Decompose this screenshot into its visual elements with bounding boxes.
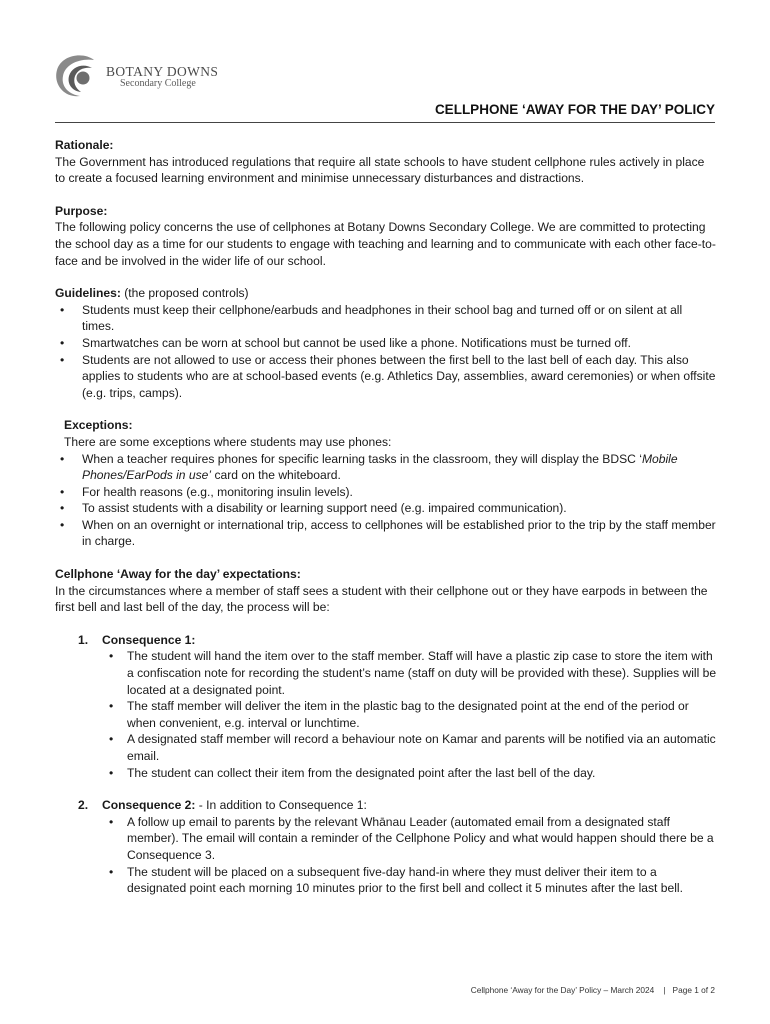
college-logo bbox=[54, 54, 224, 98]
consequence-1-list bbox=[102, 648, 717, 781]
list-item: • The student can collect their item from the designated point after the last bell of the day. bbox=[102, 765, 717, 782]
list-item: • The staff member will deliver the item in the plastic bag to the designated point at the end of the period or when convenient, e.g. interval or lunchtime. bbox=[102, 698, 717, 731]
consequence-1-heading: Consequence 1: bbox=[102, 632, 196, 647]
exceptions-intro: There are some exceptions where students may use phones: bbox=[64, 434, 392, 449]
list-item: • Students are not allowed to use or access their phones between the first bell to the last bell of each day. This also applies to students who are at school-based events (e.g. Athletics Day, assemblies, award ceremonies) or when offsite (e.g. trips, camps). bbox=[55, 352, 717, 402]
page-footer: Cellphone ‘Away for the Day’ Policy – March 2024 | Page 1 of 2 bbox=[470, 985, 715, 995]
list-item: • For health reasons (e.g., monitoring insulin levels). bbox=[64, 484, 717, 501]
header-divider bbox=[55, 122, 715, 123]
consequence-2-number: 2. bbox=[78, 798, 89, 813]
purpose-text: The following policy concerns the use of cellphones at Botany Downs Secondary College. We are committed to protecting the school day as a time for our students to engage with teaching and learning and to communicate with each other face-to-face and be involved in the wider life of our school. bbox=[55, 220, 716, 268]
guidelines-subheading: (the proposed controls) bbox=[120, 286, 249, 301]
list-item: • Smartwatches can be worn at school but cannot be used like a phone. Notifications must be turned off. bbox=[55, 335, 717, 352]
list-item: • The student will hand the item over to the staff member. Staff will have a plastic zip case to store the item with a confiscation note for recording the student’s name (staff on duty will be provided with these). Supplies will be located at a designated point. bbox=[102, 648, 717, 698]
consequence-2-suffix: - In addition to Consequence 1: bbox=[195, 798, 367, 813]
consequence-1-section bbox=[78, 632, 717, 781]
guidelines-heading: Guidelines: bbox=[55, 286, 121, 301]
consequence-2-header bbox=[78, 797, 717, 814]
exceptions-list bbox=[64, 451, 717, 551]
guidelines-list bbox=[55, 302, 717, 402]
consequence-1-header bbox=[78, 632, 717, 649]
exception-text-end: card on the whiteboard. bbox=[211, 468, 341, 483]
rationale-section bbox=[55, 137, 717, 187]
exceptions-heading: Exceptions: bbox=[64, 418, 133, 433]
purpose-section bbox=[55, 203, 717, 269]
college-swirl-logo-icon bbox=[54, 54, 100, 98]
rationale-heading: Rationale: bbox=[55, 138, 114, 152]
list-item: • A designated staff member will record a behaviour note on Kamar and parents will be notified via an automatic email. bbox=[102, 731, 717, 764]
list-item: • A follow up email to parents by the relevant Whānau Leader (automated email from a designated staff member). The email will contain a reminder of the Cellphone Policy and what would happen should there be a Consequence 3. bbox=[102, 814, 717, 864]
rationale-text: The Government has introduced regulations that require all state schools to have student cellphone rules actively in place to create a focused learning environment and minimise unnecessary disturbances and distractions. bbox=[55, 154, 705, 186]
list-item: • The student will be placed on a subsequent five-day hand-in where they must deliver their item to a designated point each morning 10 minutes prior to the first bell and collect it 5 minutes after the last bell. bbox=[102, 864, 717, 897]
consequence-2-heading: Consequence 2: bbox=[102, 798, 196, 813]
list-item: • To assist students with a disability or learning support need (e.g. impaired communication). bbox=[64, 500, 717, 517]
list-item: • When on an overnight or international trip, access to cellphones will be established prior to the trip by the staff member in charge. bbox=[64, 517, 717, 550]
card-name: Mobile Phones/EarPods in use’ bbox=[82, 451, 678, 483]
consequence-2-section bbox=[78, 797, 717, 897]
logo-subtitle: Secondary College bbox=[120, 78, 196, 89]
exception-text: When a teacher requires phones for specific learning tasks in the classroom, they will display the BDSC ‘ bbox=[82, 451, 642, 466]
list-item: • Students must keep their cellphone/earbuds and headphones in their school bag and turned off or on silent at all times. bbox=[55, 302, 717, 335]
document-title: CELLPHONE ‘AWAY FOR THE DAY’ POLICY bbox=[434, 102, 715, 117]
document-body bbox=[55, 137, 717, 897]
exceptions-section bbox=[55, 417, 717, 550]
logo-name: BOTANY DOWNS bbox=[106, 64, 219, 79]
purpose-heading: Purpose: bbox=[55, 203, 108, 218]
consequence-2-list bbox=[102, 814, 717, 897]
list-item bbox=[64, 451, 717, 484]
expectations-text: In the circumstances where a member of staff sees a student with their cellphone out or they have earpods in between the first bell and last bell of the day, the process will be: bbox=[55, 583, 708, 615]
guidelines-section bbox=[55, 285, 717, 401]
expectations-heading: Cellphone ‘Away for the day’ expectations: bbox=[55, 567, 301, 582]
consequence-1-number: 1. bbox=[78, 632, 89, 647]
expectations-section bbox=[55, 566, 717, 616]
